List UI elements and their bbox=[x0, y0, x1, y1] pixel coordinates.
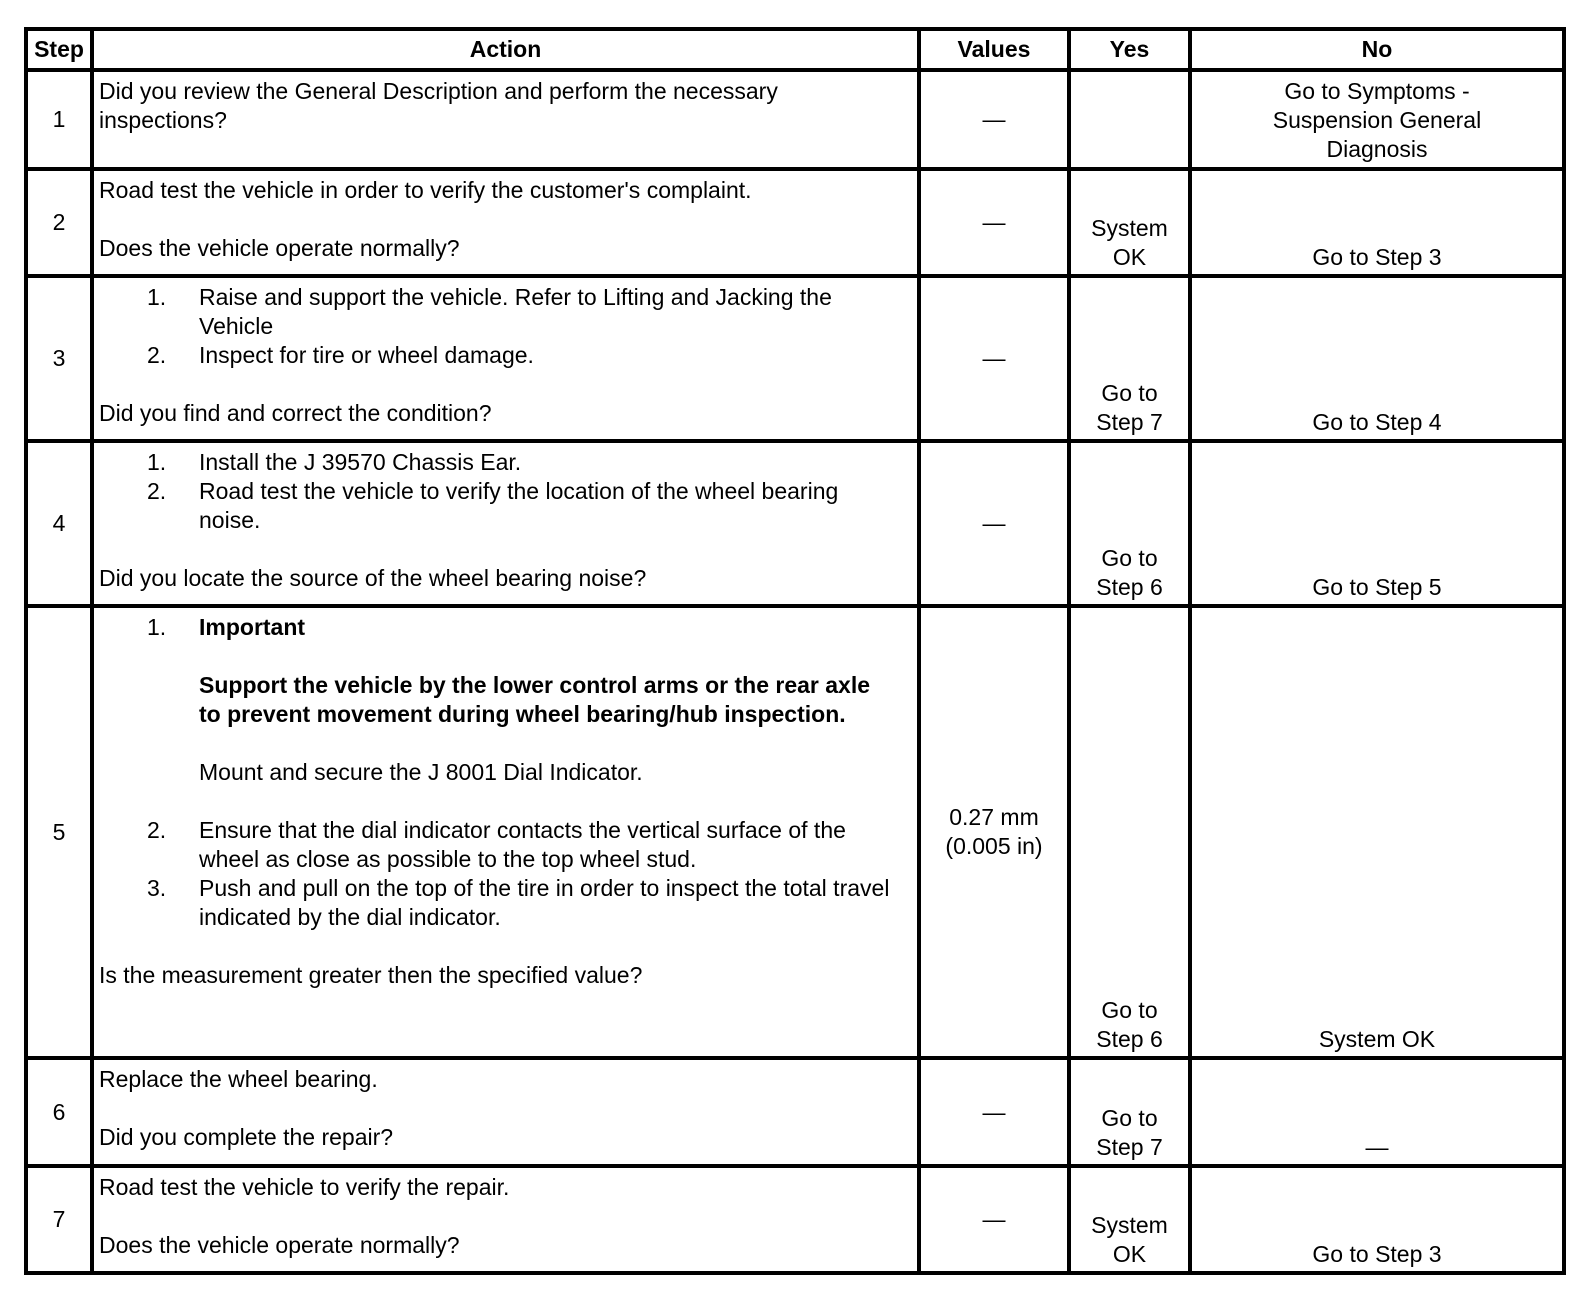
no-cell bbox=[1190, 441, 1564, 606]
yes-link[interactable]: System OK bbox=[1091, 1212, 1168, 1267]
no-link[interactable]: Go to Step 5 bbox=[1312, 574, 1442, 600]
no-cell bbox=[1190, 606, 1564, 1058]
header-step: Step bbox=[26, 29, 92, 70]
action-cell bbox=[92, 169, 919, 276]
item-text: Raise and support the vehicle. Refer to Lifting and Jacking the Vehicle bbox=[199, 284, 832, 339]
table-row bbox=[26, 169, 1564, 276]
action-cell bbox=[92, 1058, 919, 1166]
value-metric: 0.27 mm bbox=[949, 804, 1039, 830]
no-cell bbox=[1190, 1058, 1564, 1166]
no-link[interactable]: Go to Step 3 bbox=[1312, 1241, 1442, 1267]
action-question: Is the measurement greater then the specified value? bbox=[99, 962, 643, 988]
step-number: 6 bbox=[26, 1058, 92, 1166]
yes-link[interactable]: Go to Step 7 bbox=[1096, 380, 1163, 435]
item-number: 3. bbox=[147, 875, 167, 901]
action-cell bbox=[92, 441, 919, 606]
action-intro: Replace the wheel bearing. bbox=[99, 1066, 378, 1092]
no-cell bbox=[1190, 169, 1564, 276]
value-dash: — bbox=[982, 345, 1006, 371]
item-text: Push and pull on the top of the tire in order to inspect the total travel indicated by the dial indicator. bbox=[199, 875, 890, 930]
item-text: Road test the vehicle to verify the location of the wheel bearing noise. bbox=[199, 478, 839, 533]
mount-instruction: Mount and secure the J 8001 Dial Indicator. bbox=[199, 759, 643, 785]
yes-cell bbox=[1069, 276, 1190, 441]
action-question: Did you review the General Description and perform the necessary inspections? bbox=[99, 78, 778, 133]
no-link[interactable]: Go to Step 4 bbox=[1312, 409, 1442, 435]
header-values: Values bbox=[919, 29, 1069, 70]
value-cell bbox=[919, 1058, 1069, 1166]
action-cell bbox=[92, 1166, 919, 1273]
no-cell bbox=[1190, 70, 1564, 169]
important-label: Important bbox=[199, 614, 306, 640]
yes-cell bbox=[1069, 606, 1190, 1058]
item-number: 1. bbox=[147, 284, 167, 310]
table-row bbox=[26, 1058, 1564, 1166]
value-dash: — bbox=[982, 510, 1006, 536]
step-number: 5 bbox=[26, 606, 92, 1058]
value-cell bbox=[919, 606, 1069, 1058]
action-intro: Road test the vehicle in order to verify the customer's complaint. bbox=[99, 177, 752, 203]
value-dash: — bbox=[982, 1098, 1006, 1125]
no-link[interactable]: System OK bbox=[1318, 1026, 1436, 1052]
value-cell bbox=[919, 276, 1069, 441]
no-dash: — bbox=[1365, 1134, 1389, 1160]
important-note: Support the vehicle by the lower control arms or the rear axle to prevent movement during wheel bearing/hub inspection. bbox=[199, 672, 871, 727]
list-item bbox=[99, 613, 893, 816]
action-question: Did you find and correct the condition? bbox=[99, 400, 492, 426]
list-item bbox=[99, 477, 893, 535]
action-cell bbox=[92, 276, 919, 441]
action-question: Did you complete the repair? bbox=[99, 1124, 394, 1150]
value-dash: — bbox=[982, 209, 1006, 235]
table-row bbox=[26, 606, 1564, 1058]
step-number: 4 bbox=[26, 441, 92, 606]
item-text: Install the J 39570 Chassis Ear. bbox=[199, 449, 522, 475]
step-number: 3 bbox=[26, 276, 92, 441]
no-link[interactable]: Go to Symptoms - Suspension General Diagnosis bbox=[1272, 78, 1482, 162]
action-cell bbox=[92, 606, 919, 1058]
header-no: No bbox=[1190, 29, 1564, 70]
yes-cell bbox=[1069, 70, 1190, 169]
no-link[interactable]: Go to Step 3 bbox=[1312, 244, 1442, 270]
header-row bbox=[26, 29, 1564, 70]
no-cell bbox=[1190, 1166, 1564, 1273]
header-action: Action bbox=[92, 29, 919, 70]
action-question: Does the vehicle operate normally? bbox=[99, 235, 460, 261]
list-item bbox=[99, 874, 893, 932]
item-number: 1. bbox=[147, 614, 167, 640]
table-row bbox=[26, 70, 1564, 169]
list-item bbox=[99, 341, 893, 370]
yes-cell bbox=[1069, 1058, 1190, 1166]
table-row bbox=[26, 441, 1564, 606]
value-dash: — bbox=[982, 106, 1006, 132]
table-row bbox=[26, 276, 1564, 441]
action-intro: Road test the vehicle to verify the repair. bbox=[99, 1174, 510, 1200]
action-question: Does the vehicle operate normally? bbox=[99, 1232, 460, 1258]
item-number: 2. bbox=[147, 342, 167, 368]
value-cell bbox=[919, 441, 1069, 606]
yes-link[interactable]: Go to Step 6 bbox=[1096, 545, 1163, 600]
table-row bbox=[26, 1166, 1564, 1273]
item-number: 2. bbox=[147, 817, 167, 843]
yes-cell bbox=[1069, 169, 1190, 276]
value-cell bbox=[919, 1166, 1069, 1273]
step-number: 1 bbox=[26, 70, 92, 169]
yes-link[interactable]: System OK bbox=[1091, 215, 1168, 270]
list-item bbox=[99, 816, 893, 874]
value-imperial: (0.005 in) bbox=[945, 833, 1043, 859]
no-cell bbox=[1190, 276, 1564, 441]
value-dash: — bbox=[982, 1206, 1006, 1232]
step-number: 7 bbox=[26, 1166, 92, 1273]
list-item bbox=[99, 283, 893, 341]
item-text: Ensure that the dial indicator contacts the vertical surface of the wheel as close as possible to the top wheel stud. bbox=[199, 817, 846, 872]
item-number: 2. bbox=[147, 478, 167, 504]
item-number: 1. bbox=[147, 449, 167, 475]
diagnostic-table bbox=[24, 27, 1566, 1275]
value-cell bbox=[919, 169, 1069, 276]
value-cell bbox=[919, 70, 1069, 169]
step-number: 2 bbox=[26, 169, 92, 276]
header-yes: Yes bbox=[1069, 29, 1190, 70]
list-item bbox=[99, 448, 893, 477]
action-cell bbox=[92, 70, 919, 169]
yes-cell bbox=[1069, 1166, 1190, 1273]
item-text: Inspect for tire or wheel damage. bbox=[199, 342, 534, 368]
yes-link[interactable]: Go to Step 7 bbox=[1096, 1105, 1163, 1160]
action-question: Did you locate the source of the wheel bearing noise? bbox=[99, 565, 647, 591]
yes-cell bbox=[1069, 441, 1190, 606]
yes-link[interactable]: Go to Step 6 bbox=[1096, 997, 1163, 1052]
